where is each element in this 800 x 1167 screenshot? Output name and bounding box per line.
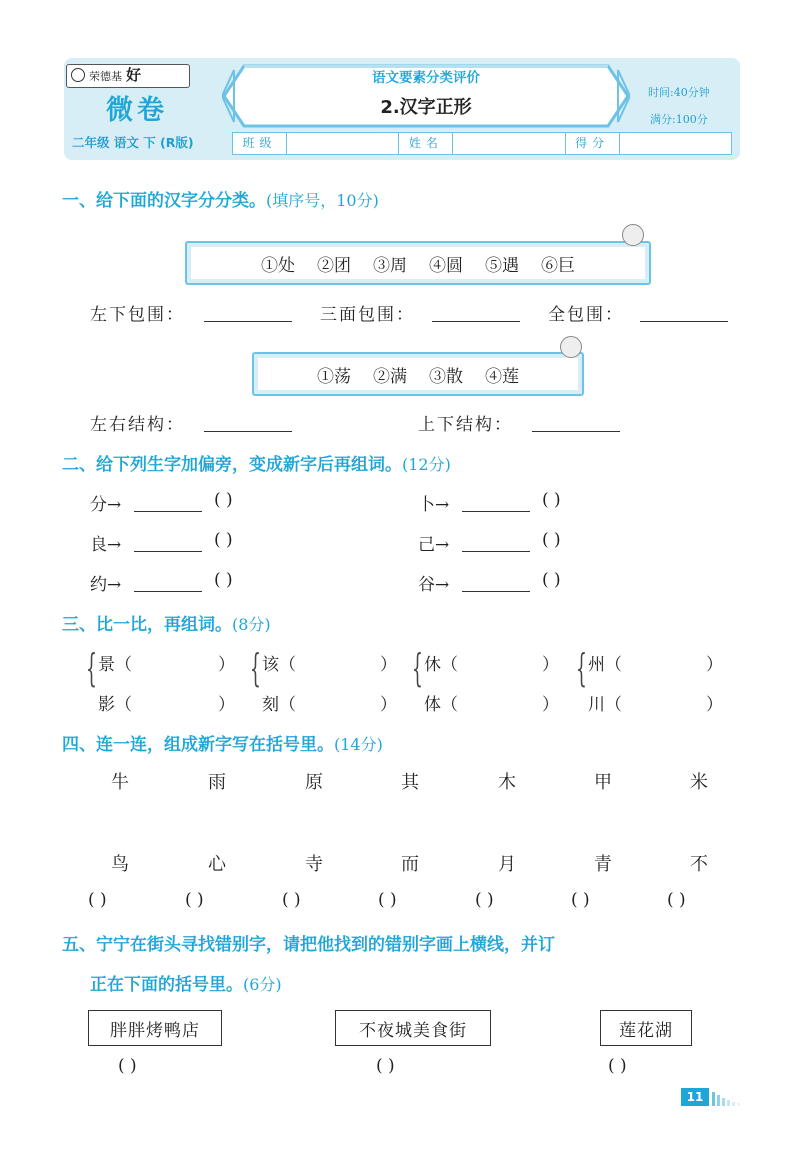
compare-char: 该（ bbox=[262, 655, 296, 675]
compare-char: 影（ bbox=[98, 695, 132, 715]
brace-icon: { bbox=[250, 646, 261, 690]
option-item: ③周 bbox=[373, 255, 407, 276]
answer-paren[interactable]: ( ) bbox=[475, 890, 494, 910]
paren-close: ） bbox=[542, 655, 559, 675]
category-label: 全包围： bbox=[548, 305, 624, 325]
section-1-heading bbox=[62, 186, 379, 211]
answer-blank[interactable] bbox=[432, 304, 520, 322]
base-char: 良→ bbox=[90, 535, 122, 555]
option-item: ⑤遇 bbox=[485, 255, 519, 276]
answer-blank[interactable] bbox=[640, 304, 728, 322]
shop-sign[interactable]: 胖胖烤鸭店 bbox=[88, 1010, 222, 1046]
correction-paren[interactable]: ( ) bbox=[118, 1056, 137, 1076]
answer-blank[interactable] bbox=[532, 414, 620, 432]
new-char-blank[interactable] bbox=[134, 534, 202, 552]
shop-sign[interactable]: 不夜城美食街 bbox=[335, 1010, 491, 1046]
brace-icon: { bbox=[576, 646, 587, 690]
name-field[interactable] bbox=[453, 133, 565, 154]
student-info-row bbox=[232, 132, 732, 155]
top-char[interactable]: 雨 bbox=[208, 772, 226, 793]
option-box-1 bbox=[185, 241, 651, 285]
bottom-char[interactable]: 不 bbox=[690, 854, 708, 875]
snail-icon bbox=[622, 224, 644, 246]
option-item: ①荡 bbox=[317, 366, 351, 387]
name-label: 姓名 bbox=[399, 133, 453, 154]
bottom-char[interactable]: 心 bbox=[208, 854, 226, 875]
compare-char: 体（ bbox=[424, 695, 458, 715]
base-char: 约→ bbox=[90, 575, 122, 595]
category-label: 上下结构： bbox=[418, 415, 513, 435]
bottom-char[interactable]: 青 bbox=[594, 854, 612, 875]
option-item: ③散 bbox=[429, 366, 463, 387]
score-label: 得分 bbox=[566, 133, 620, 154]
category-label: 三面包围： bbox=[320, 305, 415, 325]
answer-paren[interactable]: ( ) bbox=[667, 890, 686, 910]
class-label: 班级 bbox=[233, 133, 287, 154]
paren-close: ） bbox=[706, 655, 723, 675]
new-char-blank[interactable] bbox=[134, 494, 202, 512]
answer-paren[interactable]: ( ) bbox=[571, 890, 590, 910]
top-char[interactable]: 原 bbox=[305, 772, 323, 793]
compare-char: 州（ bbox=[588, 655, 622, 675]
option-box-2 bbox=[252, 352, 584, 396]
section-5-title-2: 正在下面的括号里。 bbox=[90, 975, 243, 995]
page-number: 11 bbox=[681, 1088, 709, 1106]
top-char[interactable]: 米 bbox=[690, 772, 708, 793]
new-char-blank[interactable] bbox=[462, 534, 530, 552]
option-item: ④圆 bbox=[429, 255, 463, 276]
paren-close: ） bbox=[218, 655, 235, 675]
top-char[interactable]: 甲 bbox=[594, 772, 612, 793]
paren-close: ） bbox=[542, 695, 559, 715]
new-char-blank[interactable] bbox=[462, 574, 530, 592]
category-label: 左右结构： bbox=[90, 415, 185, 435]
brand-sub: 好 bbox=[126, 66, 142, 84]
option-item: ②团 bbox=[317, 255, 351, 276]
section-3-title: 三、比一比，再组词。 bbox=[62, 615, 232, 635]
category-label: 左下包围： bbox=[90, 305, 185, 325]
section-5-heading-line2 bbox=[90, 970, 282, 995]
compare-char: 休（ bbox=[424, 655, 458, 675]
correction-paren[interactable]: ( ) bbox=[608, 1056, 627, 1076]
bottom-char[interactable]: 而 bbox=[401, 854, 419, 875]
paren-close: ） bbox=[218, 695, 235, 715]
section-3-points: (8分) bbox=[232, 615, 271, 634]
word-paren[interactable]: ( ) bbox=[214, 570, 233, 590]
base-char: 卜→ bbox=[418, 495, 450, 515]
section-5-heading bbox=[62, 930, 555, 955]
section-2-points: (12分) bbox=[402, 455, 451, 474]
base-char: 己→ bbox=[418, 535, 450, 555]
new-char-blank[interactable] bbox=[134, 574, 202, 592]
brace-icon: { bbox=[86, 646, 97, 690]
top-char[interactable]: 木 bbox=[498, 772, 516, 793]
option-item: ①处 bbox=[261, 255, 295, 276]
bottom-char[interactable]: 寺 bbox=[305, 854, 323, 875]
word-paren[interactable]: ( ) bbox=[542, 530, 561, 550]
page-bars-icon bbox=[712, 1092, 742, 1106]
compare-char: 刻（ bbox=[262, 695, 296, 715]
answer-paren[interactable]: ( ) bbox=[88, 890, 107, 910]
banner-subtitle: 2.汉字正形 bbox=[380, 97, 472, 118]
answer-paren[interactable]: ( ) bbox=[185, 890, 204, 910]
brand-tag bbox=[66, 64, 190, 88]
base-char: 分→ bbox=[90, 495, 122, 515]
compare-char: 景（ bbox=[98, 655, 132, 675]
top-char[interactable]: 牛 bbox=[111, 772, 129, 793]
banner-title: 语文要素分类评价 bbox=[372, 70, 480, 86]
section-5-points: (6分) bbox=[243, 975, 282, 994]
new-char-blank[interactable] bbox=[462, 494, 530, 512]
top-char[interactable]: 其 bbox=[401, 772, 419, 793]
snail-icon bbox=[560, 336, 582, 358]
paren-close: ） bbox=[706, 695, 723, 715]
section-2-heading bbox=[62, 450, 451, 475]
section-1-points: (填序号，10分) bbox=[266, 191, 379, 210]
full-score: 满分:100分 bbox=[650, 113, 708, 126]
section-5-title: 五、宁宁在街头寻找错别字，请把他找到的错别字画上横线，并订 bbox=[62, 935, 555, 955]
paren-close: ） bbox=[380, 695, 397, 715]
bottom-char[interactable]: 月 bbox=[498, 854, 516, 875]
brand-logo-icon bbox=[71, 68, 85, 82]
section-4-heading bbox=[62, 730, 383, 755]
option-item: ②满 bbox=[373, 366, 407, 387]
section-3-heading bbox=[62, 610, 271, 635]
time-limit: 时间:40分钟 bbox=[648, 86, 710, 99]
paren-close: ） bbox=[380, 655, 397, 675]
word-paren[interactable]: ( ) bbox=[542, 490, 561, 510]
option-item: ⑥巨 bbox=[541, 255, 575, 276]
answer-blank[interactable] bbox=[204, 304, 292, 322]
brand-name: 荣德基 bbox=[89, 70, 122, 83]
paper-title: 微卷 bbox=[106, 95, 168, 126]
answer-paren[interactable]: ( ) bbox=[282, 890, 301, 910]
brace-icon: { bbox=[412, 646, 423, 690]
base-char: 谷→ bbox=[418, 575, 450, 595]
option-item: ④莲 bbox=[485, 366, 519, 387]
section-4-points: (14分) bbox=[334, 735, 383, 754]
section-1-title: 一、给下面的汉字分分类。 bbox=[62, 191, 266, 211]
score-field[interactable] bbox=[620, 133, 731, 154]
section-4-title: 四、连一连，组成新字写在括号里。 bbox=[62, 735, 334, 755]
class-field[interactable] bbox=[287, 133, 399, 154]
grade-label: 二年级 语文 下 (R版) bbox=[72, 135, 194, 150]
word-paren[interactable]: ( ) bbox=[214, 490, 233, 510]
compare-char: 川（ bbox=[588, 695, 622, 715]
answer-paren[interactable]: ( ) bbox=[378, 890, 397, 910]
word-paren[interactable]: ( ) bbox=[542, 570, 561, 590]
correction-paren[interactable]: ( ) bbox=[376, 1056, 395, 1076]
section-2-title: 二、给下列生字加偏旁，变成新字后再组词。 bbox=[62, 455, 402, 475]
word-paren[interactable]: ( ) bbox=[214, 530, 233, 550]
answer-blank[interactable] bbox=[204, 414, 292, 432]
bottom-char[interactable]: 鸟 bbox=[111, 854, 129, 875]
shop-sign[interactable]: 莲花湖 bbox=[600, 1010, 692, 1046]
